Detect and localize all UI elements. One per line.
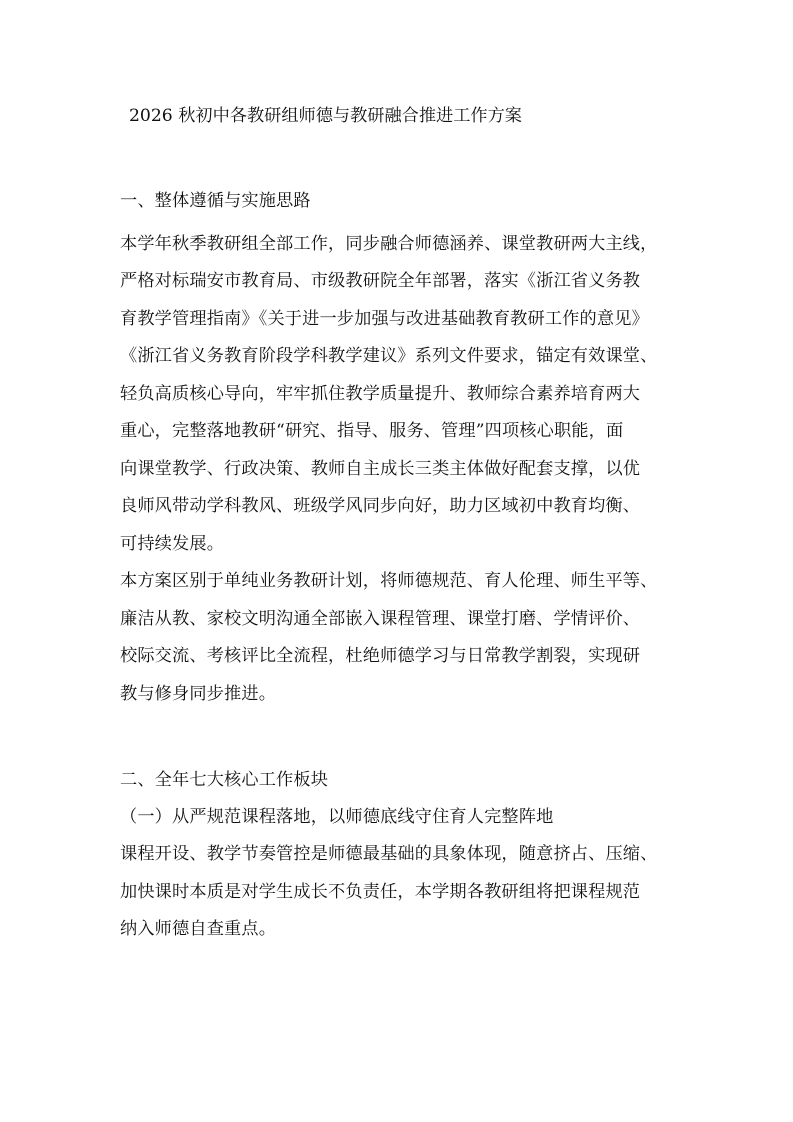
text-line: 育教学管理指南》《关于进一步加强与改进基础教育教研工作的意见》 [120,309,649,329]
text-line: 本学年秋季教研组全部工作，同步融合师德涵养、课堂教研两大主线， [120,234,658,254]
text-line: 教与修身同步推进。 [120,684,277,704]
text-line: 严格对标瑞安市教育局、市级教研院全年部署，落实《浙江省义务教 [120,271,641,291]
text-line: 加快课时本质是对学生成长不负责任，本学期各教研组将把课程规范 [120,882,641,902]
text-line: 重心，完整落地教研“研究、指导、服务、管理”四项核心职能，面 [120,421,624,441]
text-line: 良师风带动学科教风、班级学风同步向好，助力区域初中教育均衡、 [120,496,641,516]
section-heading: 二、全年七大核心工作板块 [120,770,329,790]
text-line: 向课堂教学、行政决策、教师自主成长三类主体做好配套支撑，以优 [120,459,641,479]
document-title: 2026 秋初中各教研组师德与教研融合推进工作方案 [129,106,522,126]
section-heading: 一、整体遵循与实施思路 [120,191,311,211]
subsection-heading: （一）从严规范课程落地，以师德底线守住育人完整阵地 [120,807,554,827]
text-line: 课程开设、教学节奏管控是师德最基础的具象体现，随意挤占、压缩、 [120,844,658,864]
text-line: 本方案区别于单纯业务教研计划，将师德规范、育人伦理、师生平等、 [120,571,658,591]
text-line: 廉洁从教、家校文明沟通全部嵌入课程管理、课堂打磨、学情评价、 [120,609,641,629]
text-line: 轻负高质核心导向，牢牢抓住教学质量提升、教师综合素养培育两大 [120,384,641,404]
text-line: 纳入师德自查重点。 [120,919,277,939]
text-line: 校际交流、考核评比全流程，杜绝师德学习与日常教学割裂，实现研 [120,646,641,666]
text-line: 《浙江省义务教育阶段学科教学建议》系列文件要求，锚定有效课堂、 [120,346,658,366]
text-line: 可持续发展。 [120,534,225,554]
